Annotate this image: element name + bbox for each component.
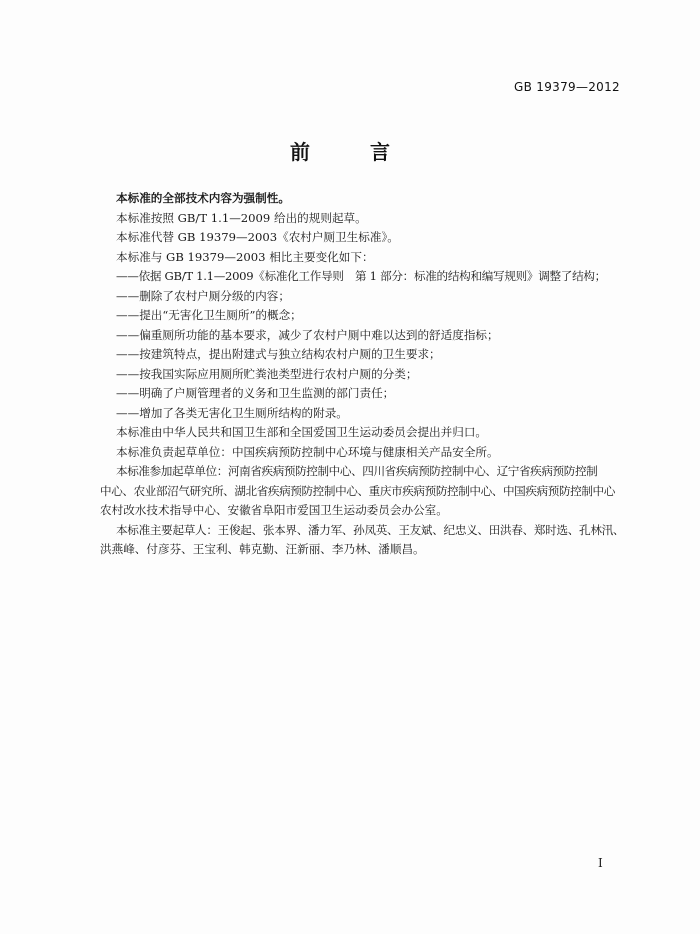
drafting-units-line: 中心、农业部沼气研究所、湖北省疾病预防控制中心、重庆市疾病预防控制中心、中国疾病预防控制中心 [100, 483, 615, 498]
standard-code: GB 19379—2012 [514, 80, 620, 94]
paragraph-drafting-rules: 本标准按照 GB/T 1.1—2009 给出的规则起草。 [116, 210, 367, 225]
change-item: ——增加了各类无害化卫生厕所结构的附录。 [116, 405, 348, 420]
paragraph-proposer: 本标准由中华人民共和国卫生部和全国爱国卫生运动委员会提出并归口。 [116, 425, 488, 439]
paragraph-lead-drafter: 本标准负责起草单位：中国疾病预防控制中心环境与健康相关产品安全所。 [116, 444, 499, 459]
page-title: 前 言 [290, 140, 410, 164]
drafting-units-line: 农村改水技术指导中心、安徽省阜阳市爱国卫生运动委员会办公室。 [100, 503, 448, 517]
change-item: ——明确了户厕管理者的义务和卫生监测的部门责任； [116, 386, 395, 400]
change-item: ——按我国实际应用厕所贮粪池类型进行农村户厕的分类； [116, 366, 418, 381]
change-item: ——删除了农村户厕分级的内容； [116, 288, 290, 303]
change-item: ——偏重厕所功能的基本要求，减少了农村户厕中难以达到的舒适度指标； [116, 327, 499, 342]
drafting-units-line: 本标准参加起草单位：河南省疾病预防控制中心、四川省疾病预防控制中心、辽宁省疾病预防控制 [116, 464, 598, 478]
foreword-body [100, 189, 628, 560]
page-number: I [598, 856, 603, 870]
drafters-line: 洪燕峰、付彦芬、王宝利、韩克勤、汪新丽、李乃林、潘顺昌。 [100, 542, 425, 556]
drafters-line: 本标准主要起草人：王俊起、张本界、潘力军、孙凤英、王友斌、纪忠义、田洪春、郑时选、孔林汛、 [116, 522, 625, 537]
paragraph-replaces: 本标准代替 GB 19379—2003《农村户厕卫生标准》。 [116, 230, 399, 244]
change-item: ——按建筑特点，提出附建式与独立结构农村户厕的卫生要求； [116, 347, 441, 361]
change-item: ——提出“无害化卫生厕所”的概念； [116, 308, 302, 322]
change-item: ——依据 GB/T 1.1—2009《标准化工作导则 第 1 部分：标准的结构和编写规则》调整了结构； [116, 269, 606, 283]
mandatory-statement: 本标准的全部技术内容为强制性。 [116, 191, 290, 205]
paragraph-changes-intro: 本标准与 GB 19379—2003 相比主要变化如下： [116, 249, 374, 264]
